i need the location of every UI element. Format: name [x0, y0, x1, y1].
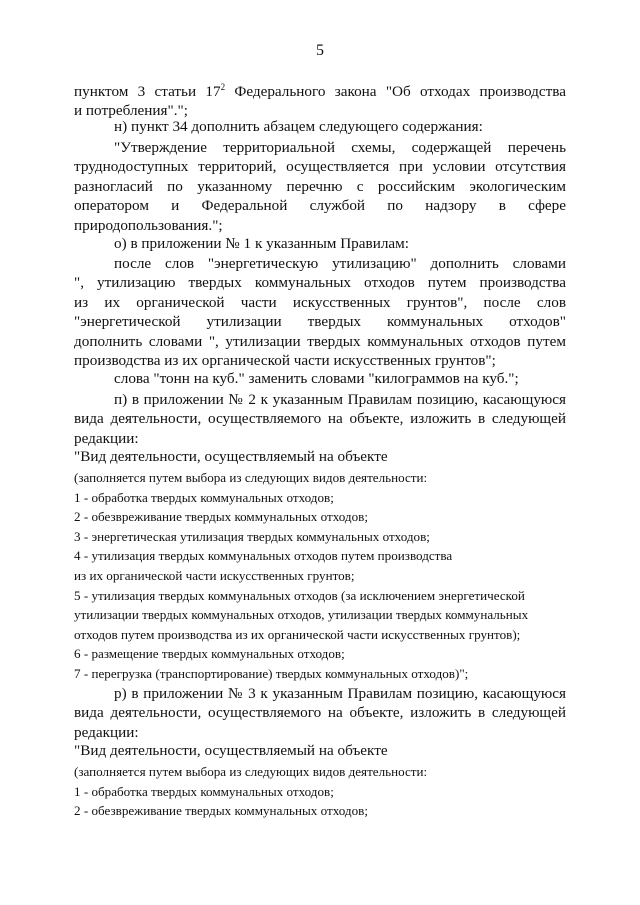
activity-list-line: 2 - обезвреживание твердых коммунальных отходов;	[74, 509, 368, 524]
text-line: разногласий по указанному перечню с российским экологическим	[74, 177, 566, 195]
activity-list-line: утилизации твердых коммунальных отходов, утилизации твердых коммунальных	[74, 607, 529, 622]
text-line: производства из их органической части искусственных грунтов";	[74, 352, 496, 370]
superscript: 2	[220, 82, 226, 92]
activity-list-line: (заполняется путем выбора из следующих видов деятельности:	[74, 470, 428, 485]
paragraph-item-r	[74, 684, 566, 742]
page-number: 5	[316, 42, 324, 59]
text-line: редакции:	[74, 723, 139, 741]
activity-list-line: 5 - утилизация твердых коммунальных отходов (за исключением энергетической	[74, 588, 525, 603]
paragraph-law-reference	[74, 78, 566, 121]
paragraph-item-p	[74, 390, 566, 448]
text-line: труднодоступных территорий, осуществляется при условии отсутствия	[74, 158, 566, 176]
activity-list-line: 1 - обработка твердых коммунальных отходов;	[74, 490, 334, 505]
activity-list-line: 4 - утилизация твердых коммунальных отходов путем производства	[74, 548, 453, 563]
activity-list-line: (заполняется путем выбора из следующих видов деятельности:	[74, 764, 428, 779]
activity-list-line: 2 - обезвреживание твердых коммунальных отходов;	[74, 803, 368, 818]
text-line: ", утилизацию твердых коммунальных отходов путем производства	[74, 274, 566, 292]
text-line: дополнить словами ", утилизации твердых коммунальных отходов путем	[74, 332, 566, 350]
text-line: редакции:	[74, 429, 139, 447]
text-line: вида деятельности, осуществляемого на объекте, изложить в следующей	[74, 410, 566, 428]
paragraph-item-n: н) пункт 34 дополнить абзацем следующего содержания:	[114, 118, 483, 135]
text-fragment: Федерального закона "Об отходах производства	[225, 83, 566, 100]
text-line: "энергетической утилизации твердых коммунальных отходов"	[74, 313, 566, 331]
text-line: и потребления".";	[74, 102, 188, 120]
text-fragment: пунктом 3 статьи 17	[74, 83, 221, 100]
activity-heading: "Вид деятельности, осуществляемый на объекте	[74, 448, 388, 465]
activity-list-line: 3 - энергетическая утилизация твердых коммунальных отходов;	[74, 529, 430, 544]
text-line: "Утверждение территориальной схемы, содержащей перечень	[114, 139, 566, 156]
paragraph-item-o: о) в приложении № 1 к указанным Правилам:	[114, 235, 409, 252]
activity-list-line: 1 - обработка твердых коммунальных отходов;	[74, 784, 334, 799]
activity-list-line: из их органической части искусственных грунтов;	[74, 568, 355, 583]
activity-list-line: 6 - размещение твердых коммунальных отходов;	[74, 646, 345, 661]
text-line: р) в приложении № 3 к указанным Правилам позицию, касающуюся	[114, 685, 566, 702]
activity-heading: "Вид деятельности, осуществляемый на объекте	[74, 742, 388, 759]
paragraph-after-words	[74, 254, 566, 370]
text-line: после слов "энергетическую утилизацию" дополнить словами	[114, 255, 566, 272]
text-line: вида деятельности, осуществляемого на объекте, изложить в следующей	[74, 704, 566, 722]
paragraph-approval-scheme	[74, 138, 566, 235]
paragraph-replace-words: слова "тонн на куб." заменить словами "килограммов на куб.";	[114, 370, 519, 387]
text-line: из их органической части искусственных грунтов", после слов	[74, 293, 566, 311]
activity-list-line: 7 - перегрузка (транспортирование) твердых коммунальных отходов)";	[74, 666, 469, 681]
text-line: п) в приложении № 2 к указанным Правилам позицию, касающуюся	[114, 391, 566, 408]
text-line: природопользования.";	[74, 216, 223, 234]
text-line: оператором и Федеральной службой по надзору в сфере	[74, 197, 566, 215]
activity-list-line: отходов путем производства из их органической части искусственных грунтов);	[74, 627, 521, 642]
